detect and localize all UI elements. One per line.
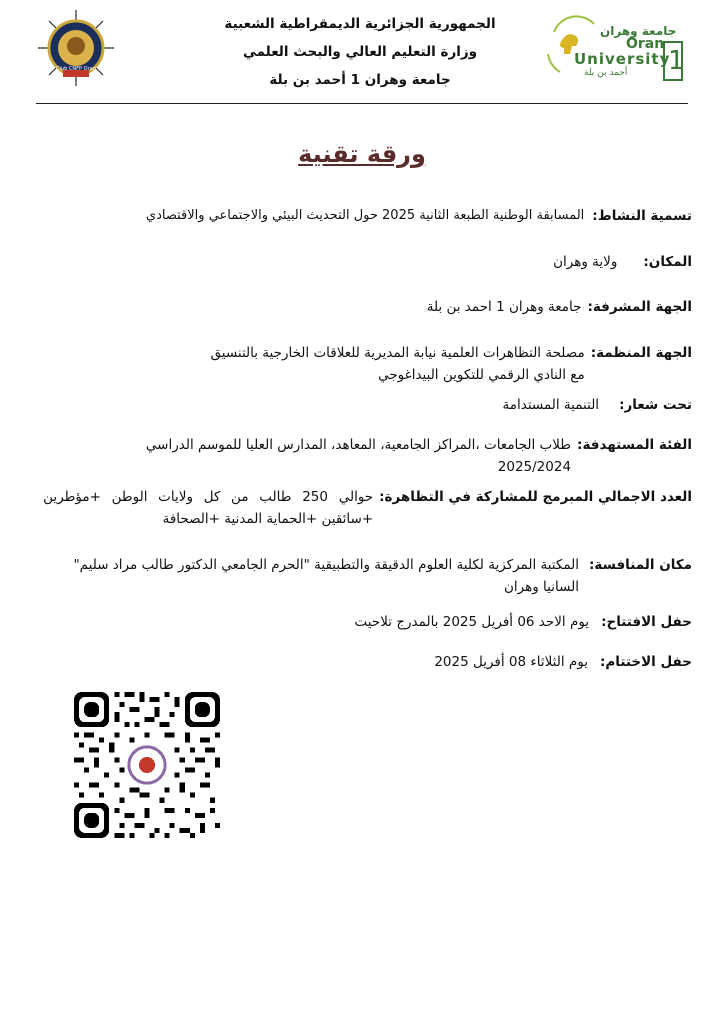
field-value: طلاب الجامعات ،المراكز الجامعية، المعاهد، المدارس العليا للموسم الدراسي 2025/2024 — [145, 437, 572, 475]
letterhead — [0, 0, 724, 110]
logo-text-ar: جامعة وهران — [600, 24, 677, 38]
logo-text-en2: University — [574, 50, 671, 68]
ministry-line: وزارة التعليم العالي والبحث العلمي — [242, 44, 478, 60]
field-place — [192, 251, 692, 273]
field-label: حفل الاختتام: — [600, 654, 692, 670]
field-value: يوم الثلاثاء 08 أفريل 2025 — [434, 654, 588, 670]
logo-text-en1: Oran — [626, 36, 665, 52]
field-value: حوالي 250 طالب من كل ولايات الوطن +مؤطرين +سائقين +الحماية المدنية +الصحافة — [43, 489, 374, 527]
field-value: ولاية وهران — [553, 254, 618, 270]
field-value: المكتبة المركزية لكلية العلوم الدقيقة والتطبيقية "الحرم الجامعي الدكتور طالب مراد سليم" السانيا وهران — [73, 557, 579, 595]
field-label: العدد الاجمالي المبرمج للمشاركة في التظاهرة: — [379, 489, 692, 505]
field-participants-total — [32, 486, 692, 530]
header-divider — [36, 103, 688, 104]
logo-text-ar2: أحمد بن بلة — [584, 68, 628, 78]
university-line: جامعة وهران 1 أحمد بن بلة — [269, 72, 451, 88]
field-label: تحت شعار: — [619, 397, 692, 413]
field-organizer — [192, 342, 692, 386]
oran-university-logo — [540, 14, 686, 84]
field-label: مكان المنافسة: — [589, 557, 692, 573]
field-label: الجهة المنظمة: — [590, 345, 692, 361]
field-label: المكان: — [643, 254, 692, 270]
club-logo-caption: Club CNFP Oran — [56, 66, 96, 72]
club-emblem-icon — [36, 8, 116, 88]
republic-line: الجمهورية الجزائرية الديمقراطية الشعبية — [224, 16, 496, 32]
field-closing-ceremony — [32, 651, 692, 673]
field-value: جامعة وهران 1 احمد بن بلة — [426, 299, 582, 315]
field-activity-name — [32, 205, 692, 227]
field-value: مصلحة التظاهرات العلمية نيابة المديرية للعلاقات الخارجية بالتنسيق مع النادي الرقمي للتكوين البيداغوجي — [210, 345, 585, 383]
field-value: يوم الاحد 06 أفريل 2025 بالمدرج تلاحيت — [354, 614, 590, 630]
field-label: حفل الافتتاح: — [601, 614, 692, 630]
field-value: التنمية المستدامة — [502, 397, 600, 413]
field-label: الفئة المستهدفة: — [577, 437, 692, 453]
page-title: ورقة تقنية — [298, 140, 426, 168]
field-label: تسمية النشاط: — [592, 208, 692, 224]
field-target-group — [32, 434, 692, 478]
field-competition-venue — [32, 554, 692, 598]
qr-code-icon — [74, 692, 220, 838]
field-supervisor — [192, 296, 692, 318]
field-label: الجهة المشرفة: — [587, 299, 692, 315]
field-opening-ceremony — [32, 611, 692, 633]
field-slogan — [192, 394, 692, 416]
field-value: المسابقة الوطنية الطبعة الثانية 2025 حول التحديث البيئي والاجتماعي والاقتصادي — [145, 208, 585, 223]
logo-number: 1 — [668, 46, 685, 76]
